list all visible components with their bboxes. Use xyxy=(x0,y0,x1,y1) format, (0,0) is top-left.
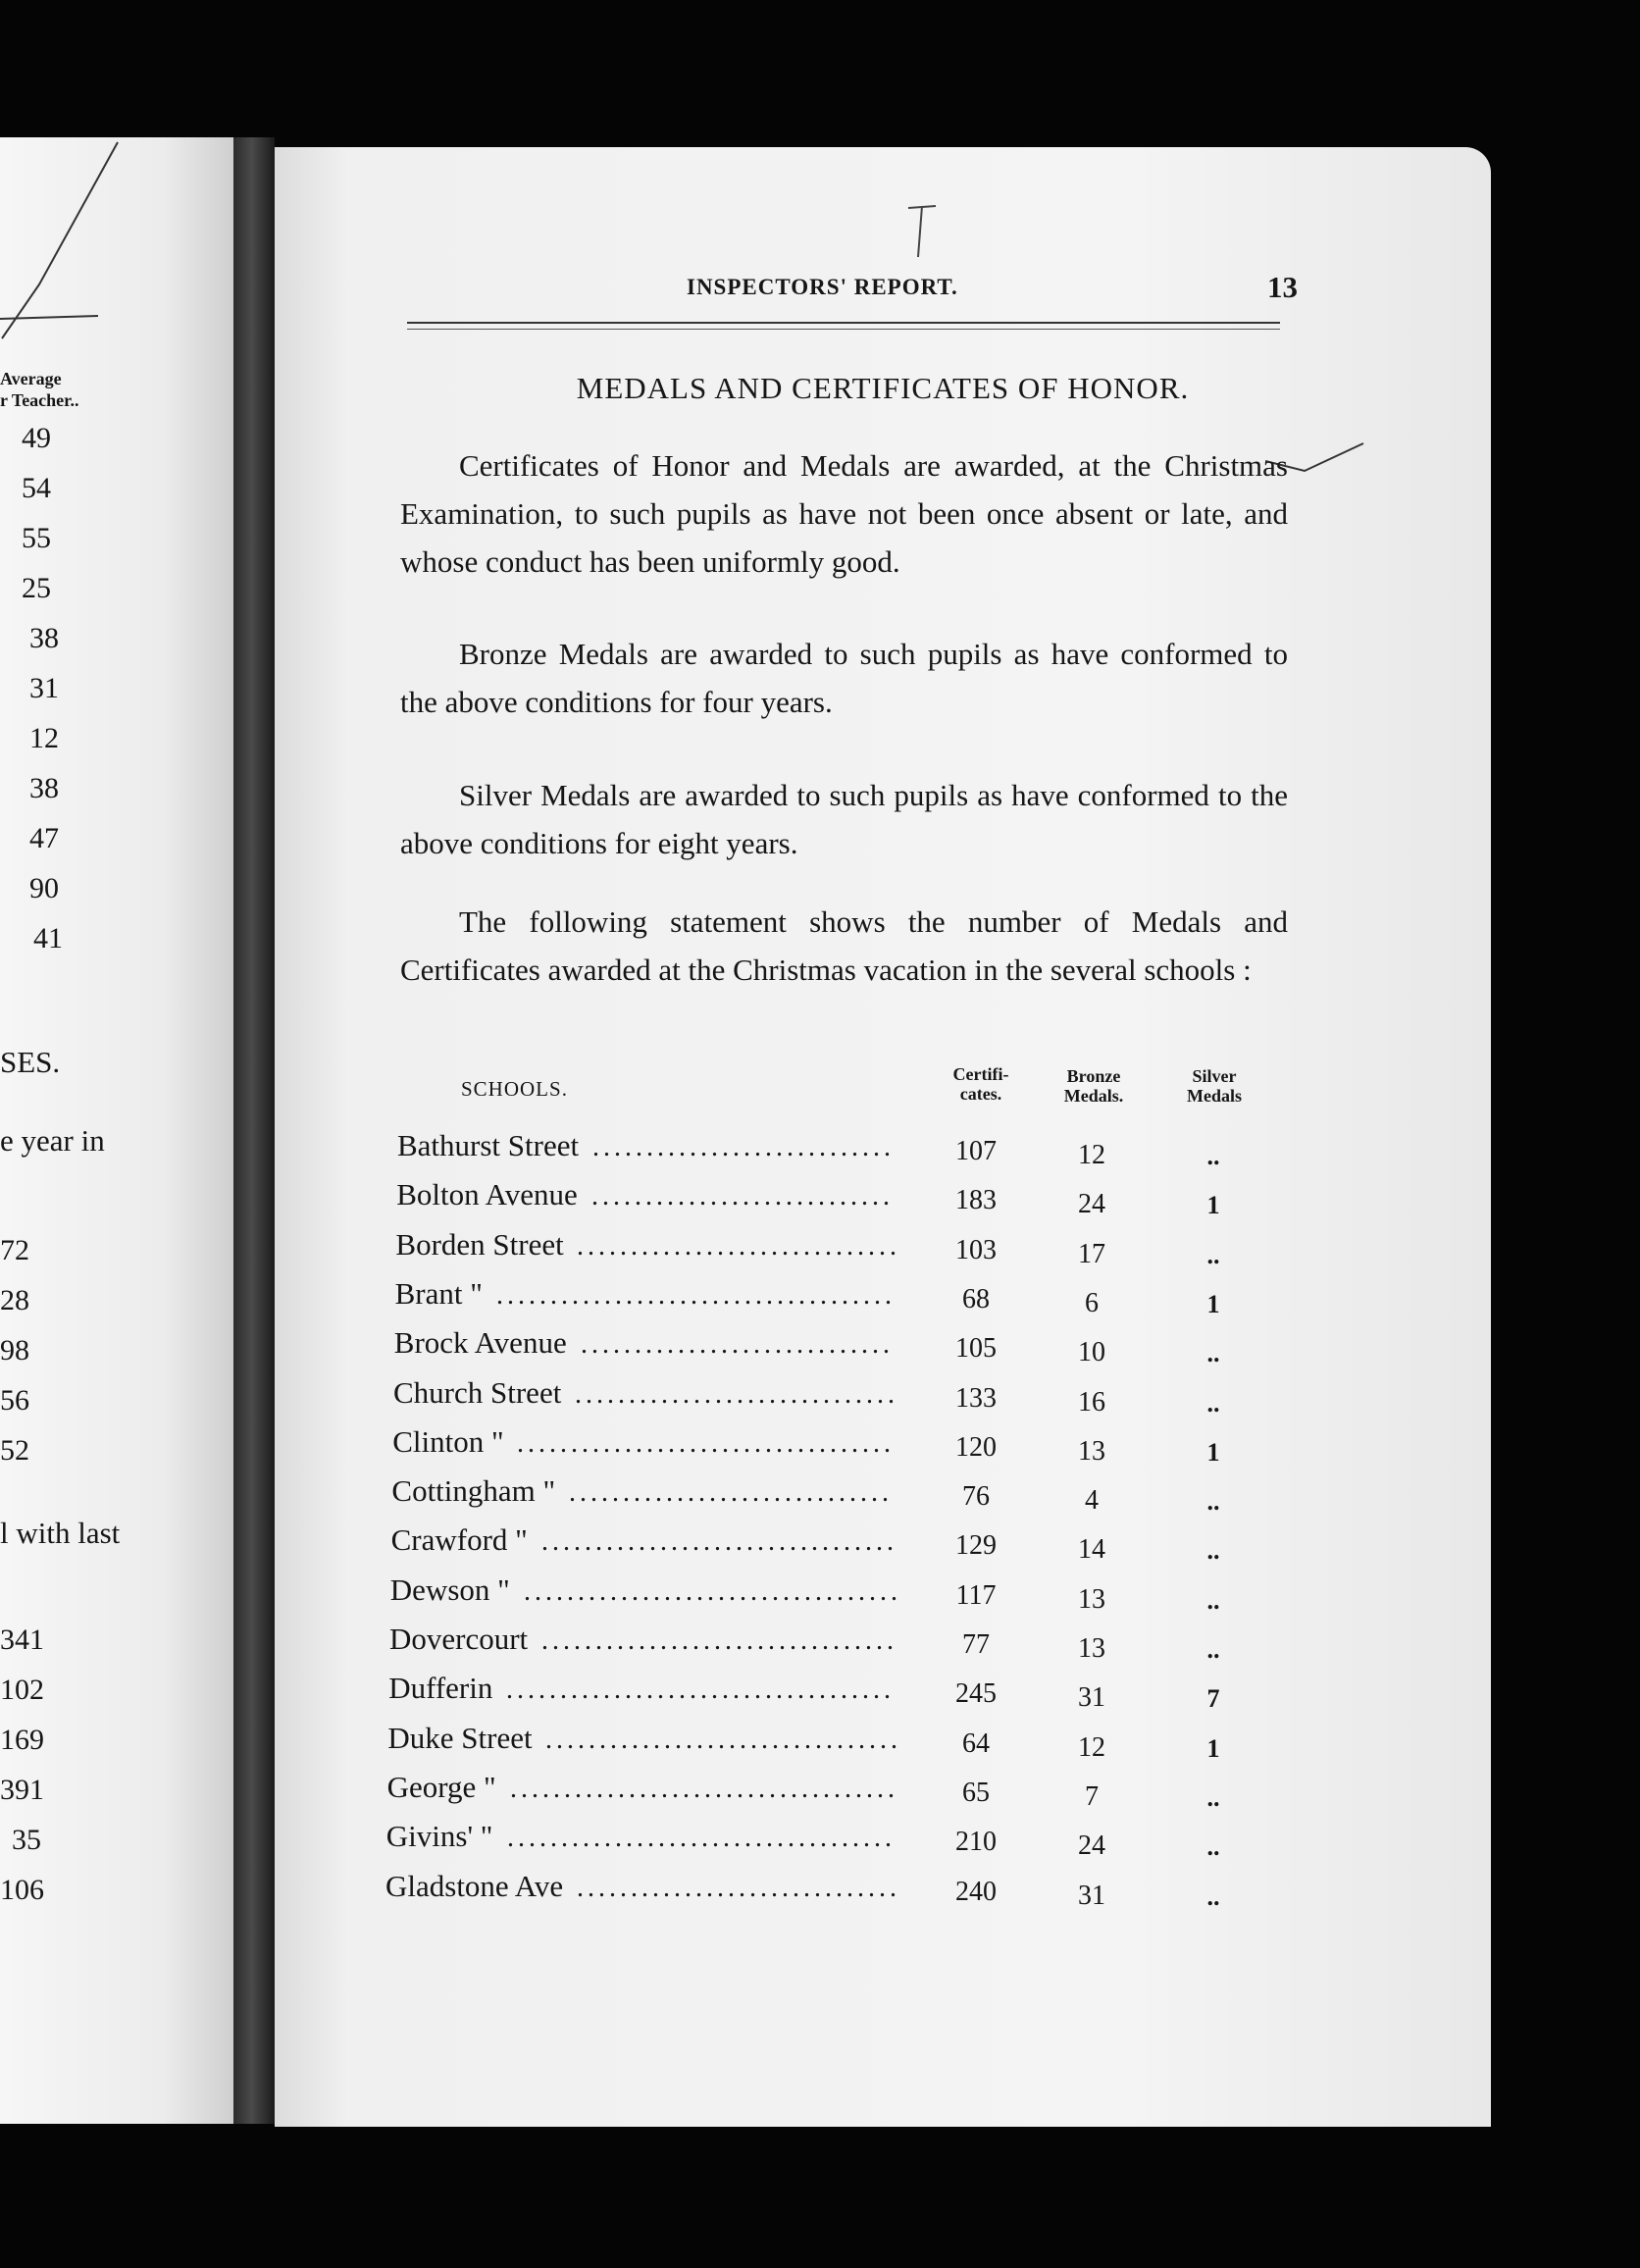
bronze-medals-cell: 13 xyxy=(1078,1583,1105,1615)
paragraph-bronze-text: Bronze Medals are awarded to such pupils as have conformed to the above conditions for four years. xyxy=(400,637,1288,719)
left-number: 102 xyxy=(0,1674,44,1706)
left-number: 341 xyxy=(0,1624,44,1656)
silver-medals-cell: .. xyxy=(1206,1782,1220,1812)
certificates-cell: 68 xyxy=(962,1283,990,1314)
left-number: 38 xyxy=(29,622,59,654)
bronze-medals-cell: 16 xyxy=(1078,1386,1105,1418)
silver-medals-cell: 1 xyxy=(1206,1191,1220,1220)
certificates-header-line-2: cates. xyxy=(959,1084,1002,1104)
left-number: 56 xyxy=(0,1384,29,1417)
left-number: 72 xyxy=(0,1234,29,1266)
school-name: Bathurst Street xyxy=(397,1128,580,1162)
left-number: 28 xyxy=(0,1284,29,1316)
certificates-cell: 210 xyxy=(955,1827,997,1858)
left-number: 98 xyxy=(0,1334,29,1366)
certificates-cell: 65 xyxy=(962,1777,990,1808)
dot-leader: ................................... xyxy=(517,1427,895,1459)
left-number: 47 xyxy=(29,822,59,854)
school-name: Dufferin xyxy=(388,1671,493,1706)
bronze-medals-cell: 24 xyxy=(1078,1830,1105,1862)
silver-medals-cell: .. xyxy=(1206,1487,1220,1517)
dot-leader: .............................. xyxy=(575,1378,898,1410)
dot-leader: ................................. xyxy=(545,1724,901,1755)
table-row xyxy=(275,1375,1491,1424)
table-row xyxy=(275,1128,1491,1177)
bronze-medals-cell: 17 xyxy=(1078,1238,1105,1269)
silver-medals-cell: .. xyxy=(1206,1339,1220,1368)
silver-column-header xyxy=(1175,1066,1254,1106)
bronze-header-line-2: Medals. xyxy=(1063,1086,1124,1106)
school-name: Church Street xyxy=(393,1374,562,1410)
certificates-cell: 245 xyxy=(955,1678,997,1710)
left-page-column-header xyxy=(0,368,79,411)
dot-leader: .............................. xyxy=(577,1230,900,1262)
table-row xyxy=(275,1522,1491,1572)
dot-leader: ..................................... xyxy=(496,1279,896,1311)
table-row xyxy=(275,1424,1491,1473)
dot-leader: ................................. xyxy=(541,1625,897,1656)
left-number: 54 xyxy=(22,472,51,504)
left-number: 391 xyxy=(0,1774,44,1806)
silver-medals-cell: .. xyxy=(1206,1142,1220,1170)
running-title: INSPECTORS' REPORT. xyxy=(687,275,958,299)
silver-header-line-1: Silver xyxy=(1192,1066,1237,1086)
bronze-medals-cell: 12 xyxy=(1078,1140,1105,1170)
left-number: 55 xyxy=(22,522,51,554)
certificates-cell: 103 xyxy=(955,1234,997,1265)
bronze-header-line-1: Bronze xyxy=(1066,1066,1121,1086)
table-row xyxy=(275,1227,1491,1276)
certificates-header-line-1: Certifi- xyxy=(952,1064,1009,1084)
certificates-cell: 107 xyxy=(955,1136,997,1166)
silver-medals-cell: .. xyxy=(1206,1536,1220,1566)
school-name: George " xyxy=(386,1769,496,1804)
left-number: 38 xyxy=(29,772,59,804)
table-row xyxy=(275,1572,1491,1622)
book-spine xyxy=(233,137,275,2124)
silver-medals-cell: .. xyxy=(1206,1240,1220,1269)
school-name: Dovercourt xyxy=(389,1622,529,1656)
dot-leader: ................................... xyxy=(524,1575,901,1607)
left-number-column-top xyxy=(0,422,118,972)
school-name: Borden Street xyxy=(395,1226,564,1262)
certificates-cell: 64 xyxy=(962,1727,990,1759)
table-row xyxy=(275,1819,1491,1868)
bronze-medals-cell: 4 xyxy=(1085,1485,1099,1517)
paragraph-statement-text: The following statement shows the number of Medals and Certificates awarded at the Christmas vacation in the several schools : xyxy=(400,904,1288,987)
silver-medals-cell: 7 xyxy=(1206,1684,1220,1714)
left-number: 35 xyxy=(12,1824,41,1856)
school-name: Cottingham " xyxy=(391,1473,556,1509)
left-number: 25 xyxy=(22,572,51,604)
dot-leader: .............................. xyxy=(577,1872,900,1903)
dot-leader: ............................ xyxy=(592,1132,895,1162)
left-word-year: e year in xyxy=(0,1123,105,1158)
table-row xyxy=(275,1721,1491,1770)
pencil-stroke-icon xyxy=(0,137,233,373)
table-row xyxy=(275,1869,1491,1918)
certificates-cell: 120 xyxy=(955,1431,997,1463)
silver-medals-cell: .. xyxy=(1206,1881,1220,1911)
school-name: Givins' " xyxy=(385,1819,493,1854)
left-page-fragment xyxy=(0,137,233,2124)
left-number-column-mid xyxy=(0,1234,118,1484)
left-number: 41 xyxy=(33,922,63,954)
dot-leader: ............................. xyxy=(581,1329,894,1361)
table-row xyxy=(275,1622,1491,1671)
dot-leader: .................................... xyxy=(510,1773,898,1804)
left-word-ses: SES. xyxy=(0,1045,61,1079)
bronze-medals-cell: 13 xyxy=(1078,1435,1105,1467)
dot-leader: ................................. xyxy=(541,1526,897,1558)
school-name: Duke Street xyxy=(387,1720,533,1755)
certificates-cell: 129 xyxy=(955,1530,997,1562)
bronze-medals-cell: 12 xyxy=(1078,1731,1105,1763)
left-number: 31 xyxy=(29,672,59,704)
table-row xyxy=(275,1473,1491,1522)
school-name: Clinton " xyxy=(392,1423,504,1459)
bronze-medals-cell: 14 xyxy=(1078,1534,1105,1566)
bronze-medals-cell: 10 xyxy=(1078,1337,1105,1368)
school-name: Brant " xyxy=(394,1275,483,1311)
section-heading: MEDALS AND CERTIFICATES OF HONOR. xyxy=(576,371,1190,405)
left-number-column-bottom xyxy=(0,1624,118,1924)
silver-header-line-2: Medals xyxy=(1187,1086,1242,1106)
dot-leader: .................................... xyxy=(507,1823,896,1854)
left-number: 52 xyxy=(0,1434,29,1467)
certificates-cell: 183 xyxy=(955,1185,997,1216)
left-header-line-1: Average xyxy=(0,369,62,388)
paragraph-honor-text: Certificates of Honor and Medals are awarded, at the Christmas Examination, to such pupils as have not been once absent or late, and whose conduct has been uniformly good. xyxy=(400,448,1288,579)
certificates-cell: 105 xyxy=(955,1333,997,1365)
bronze-medals-cell: 13 xyxy=(1078,1633,1105,1664)
schools-column-header: SCHOOLS. xyxy=(461,1077,568,1101)
page-number: 13 xyxy=(1267,270,1298,304)
table-row xyxy=(275,1325,1491,1374)
left-number: 169 xyxy=(0,1724,44,1756)
certificates-cell: 76 xyxy=(962,1481,990,1513)
table-row xyxy=(275,1276,1491,1325)
table-row xyxy=(275,1177,1491,1226)
bronze-medals-cell: 7 xyxy=(1085,1780,1099,1812)
silver-medals-cell: .. xyxy=(1206,1388,1220,1418)
bronze-medals-cell: 31 xyxy=(1078,1682,1105,1714)
bronze-medals-cell: 24 xyxy=(1078,1189,1105,1220)
silver-medals-cell: 1 xyxy=(1206,1733,1220,1763)
left-word-last: l with last xyxy=(0,1516,121,1550)
table-row xyxy=(275,1671,1491,1720)
certificates-cell: 77 xyxy=(962,1629,990,1660)
table-row xyxy=(275,1770,1491,1819)
left-header-line-2: r Teacher.. xyxy=(0,390,79,410)
left-number: 90 xyxy=(29,872,59,904)
certificates-column-header xyxy=(942,1064,1020,1104)
medals-table xyxy=(275,147,1491,2127)
paragraph-silver-text: Silver Medals are awarded to such pupils as have conformed to the above conditions for eight years. xyxy=(400,778,1288,860)
dot-leader: .................................... xyxy=(506,1675,895,1706)
certificates-cell: 240 xyxy=(955,1876,997,1907)
silver-medals-cell: .. xyxy=(1206,1635,1220,1664)
left-number: 49 xyxy=(22,422,51,454)
certificates-cell: 133 xyxy=(955,1382,997,1414)
school-name: Brock Avenue xyxy=(393,1325,567,1361)
school-name: Bolton Avenue xyxy=(396,1177,578,1212)
dot-leader: ............................ xyxy=(591,1181,894,1212)
bronze-column-header xyxy=(1050,1066,1138,1106)
bronze-medals-cell: 31 xyxy=(1078,1880,1105,1911)
left-number: 12 xyxy=(29,722,59,754)
silver-medals-cell: .. xyxy=(1206,1832,1220,1862)
silver-medals-cell: 1 xyxy=(1206,1289,1220,1318)
right-page xyxy=(275,147,1491,2127)
school-name: Gladstone Ave xyxy=(385,1868,564,1903)
silver-medals-cell: .. xyxy=(1206,1585,1220,1615)
school-name: Crawford " xyxy=(390,1522,528,1558)
certificates-cell: 117 xyxy=(955,1579,997,1611)
dot-leader: .............................. xyxy=(569,1477,893,1509)
left-number: 106 xyxy=(0,1874,44,1906)
school-name: Dewson " xyxy=(389,1572,510,1607)
bronze-medals-cell: 6 xyxy=(1085,1287,1099,1318)
silver-medals-cell: 1 xyxy=(1206,1437,1220,1467)
